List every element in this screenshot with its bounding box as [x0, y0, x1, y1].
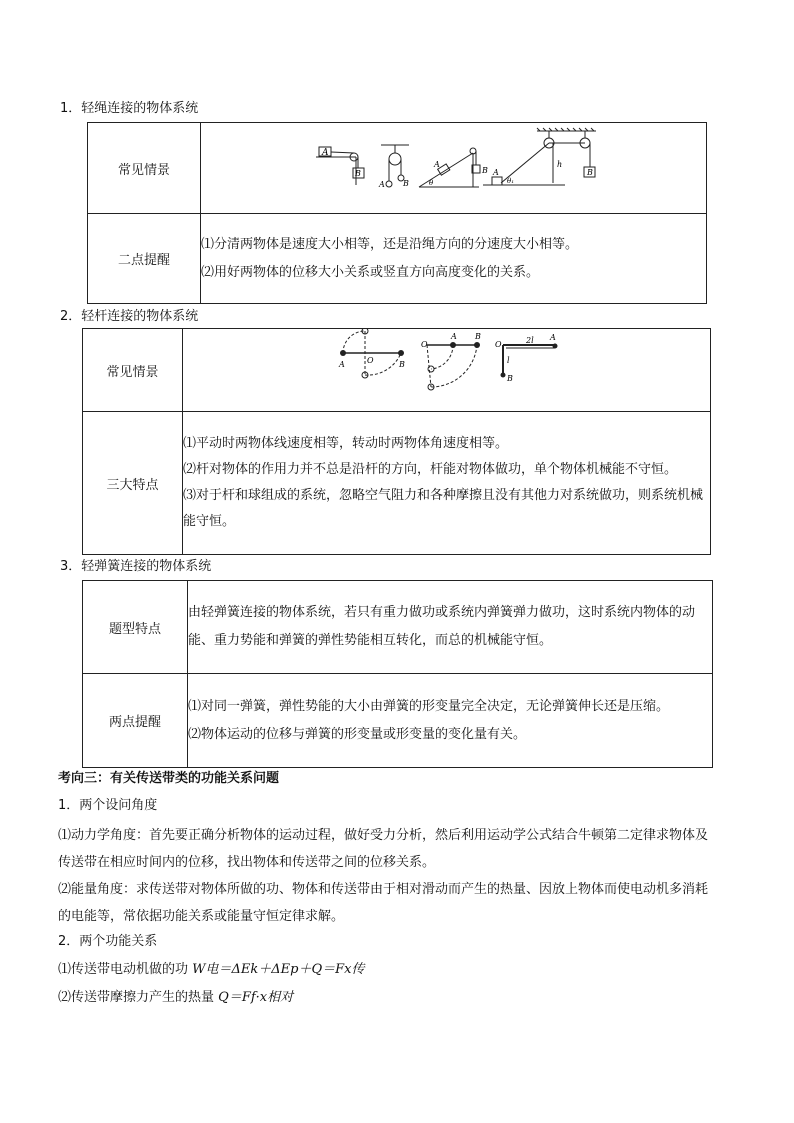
label-B: B	[399, 360, 405, 369]
row-label-scenarios: 常见情景	[83, 329, 183, 412]
rope-reminders	[201, 214, 707, 304]
label-h: h	[557, 160, 563, 169]
label-A: A	[451, 332, 457, 341]
table-spring-system	[82, 580, 713, 768]
table-rope-system	[87, 122, 707, 304]
rod-diagram-end-pivot	[421, 332, 481, 390]
label-O: O	[495, 340, 502, 349]
label-B: B	[482, 166, 488, 175]
row-label-features: 三大特点	[83, 412, 183, 555]
rope-diagram-table-pulley	[316, 147, 364, 185]
point-2: ⑵物体运动的位移与弹簧的形变量或形变量的变化量有关。	[188, 726, 527, 742]
row-label-characteristics: 题型特点	[83, 581, 188, 674]
section-1-heading: 1．轻绳连接的物体系统	[60, 101, 199, 116]
label-O: O	[367, 356, 374, 365]
row-label-scenarios: 常见情景	[88, 123, 201, 214]
label-A: A	[339, 360, 345, 369]
point-3: ⑶对于杆和球组成的系统，忽略空气阻力和各种摩擦且没有其他力对系统做功，则系统机械能守恒。	[183, 488, 704, 529]
point-2: ⑵杆对物体的作用力并不总是沿杆的方向，杆能对物体做功，单个物体机械能不守恒。	[183, 462, 678, 477]
formula-1: W电＝ΔEk＋ΔEp＋Q＝Fx传	[192, 962, 365, 977]
label-B: B	[355, 169, 361, 178]
formula-line-2	[58, 988, 718, 1008]
formula-1-text: ⑴传送带电动机做的功	[58, 962, 189, 977]
paragraph-energy: ⑵能量角度：求传送带对物体所做的功、物体和传送带由于相对滑动而产生的热量、因放上物体而使电动机多消耗的电能等，常依据功能关系或能量守恒定律求解。	[58, 882, 709, 924]
section-4-heading: 考向三：有关传送带类的功能关系问题	[58, 771, 280, 786]
rope-diagrams-cell	[201, 123, 707, 214]
point-2: ⑵用好两物体的位移大小关系或竖直方向高度变化的关系。	[201, 264, 540, 280]
point-1: ⑴对同一弹簧，弹性势能的大小由弹簧的形变量完全决定，无论弹簧伸长还是压缩。	[188, 698, 670, 714]
label-l: l	[507, 356, 510, 365]
label-B: B	[507, 374, 513, 383]
subheading-question-angles: 1．两个设问角度	[58, 798, 158, 813]
label-theta1: θ₁	[507, 177, 515, 185]
point-1: ⑴分清两物体是速度大小相等，还是沿绳方向的分速度大小相等。	[201, 236, 579, 252]
spring-reminders	[188, 674, 713, 768]
label-A: A	[493, 168, 499, 177]
subheading-energy-relations: 2．两个功能关系	[58, 934, 158, 949]
section-3-heading: 3．轻弹簧连接的物体系统	[60, 559, 212, 574]
formula-2-text: ⑵传送带摩擦力产生的热量	[58, 990, 215, 1005]
point-1: ⑴平动时两物体线速度相等，转动时两物体角速度相等。	[183, 436, 509, 451]
paragraph-dynamics: ⑴动力学角度：首先要正确分析物体的运动过程，做好受力分析，然后利用运动学公式结合牛顿第二定律求物体及传送带在相应时间内的位移，找出物体和传送带之间的位移关系。	[58, 828, 709, 870]
label-B: B	[587, 168, 593, 177]
label-A: A	[434, 160, 440, 169]
formula-2: Q＝Ff·x相对	[218, 990, 294, 1005]
table-rod-system	[82, 328, 711, 555]
rope-diagram-hanging-pulley	[378, 145, 409, 189]
rod-diagram-center-pivot	[338, 329, 405, 378]
rod-diagrams-cell	[183, 329, 711, 412]
label-2l: 2l	[526, 336, 534, 345]
label-theta: θ	[429, 179, 434, 187]
spring-characteristics: 由轻弹簧连接的物体系统，若只有重力做功或系统内弹簧弹力做功，这时系统内物体的动能、重力势能和弹簧的弹性势能相互转化，而总的机械能守恒。	[188, 581, 713, 674]
rope-diagram-ceiling-pulleys	[483, 128, 596, 185]
row-label-reminders: 二点提醒	[88, 214, 201, 304]
formula-line-1	[58, 960, 718, 980]
rod-features	[183, 412, 711, 555]
rope-diagram-incline	[419, 148, 488, 187]
label-A: A	[379, 180, 385, 189]
rod-diagram-bent	[495, 333, 558, 383]
label-O: O	[421, 340, 428, 349]
label-A: A	[550, 333, 556, 342]
row-label-reminders: 两点提醒	[83, 674, 188, 768]
label-B: B	[475, 332, 481, 341]
rod-diagrams	[183, 329, 710, 407]
label-B: B	[403, 179, 409, 188]
section-2-heading: 2．轻杆连接的物体系统	[60, 309, 199, 324]
label-A: A	[322, 148, 329, 158]
rope-diagrams	[201, 123, 706, 209]
